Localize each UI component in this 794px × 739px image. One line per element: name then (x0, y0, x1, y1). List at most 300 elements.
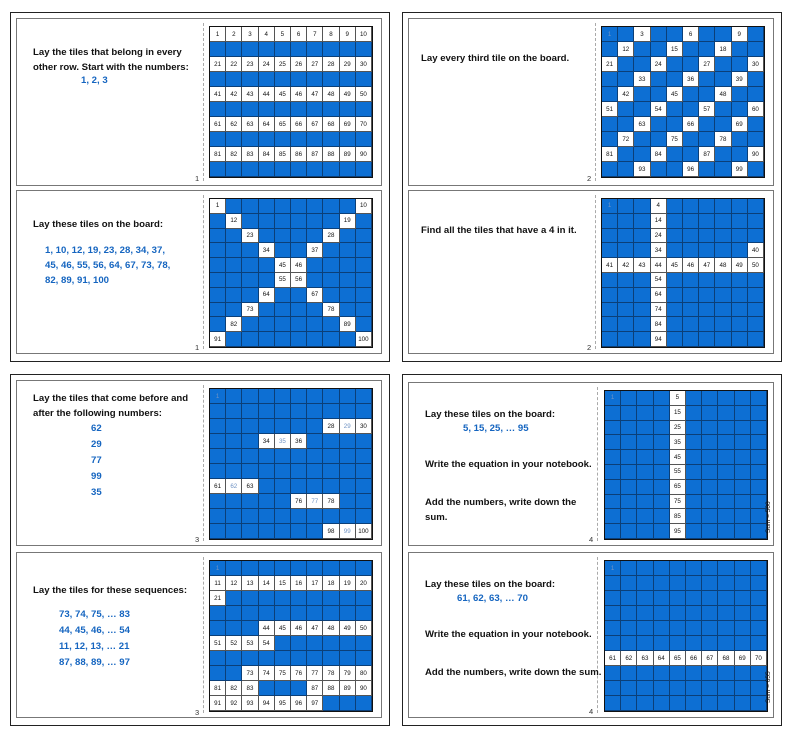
board-cell (751, 465, 767, 480)
board-cell (242, 524, 258, 539)
board-cell (699, 199, 715, 214)
board-cell (667, 102, 683, 117)
board-cell (651, 117, 667, 132)
board-cell (259, 72, 275, 87)
number-tile: 82 (226, 681, 242, 696)
hundred-board (209, 198, 373, 348)
board-cell (259, 591, 275, 606)
board-cell (732, 288, 748, 303)
board-cell (242, 243, 258, 258)
board-cell (651, 72, 667, 87)
number-tile: 15 (667, 42, 683, 57)
number-tile: 66 (686, 651, 702, 666)
board-cell (356, 404, 372, 419)
board-cell (699, 72, 715, 87)
board-cell (751, 591, 767, 606)
board-cell (667, 27, 683, 42)
number-tile: 29 (340, 57, 356, 72)
board-cell (634, 132, 650, 147)
board-cell (621, 450, 637, 465)
board-cell (748, 317, 764, 332)
board-cell (242, 258, 258, 273)
board-cell (275, 561, 291, 576)
board-cell (340, 464, 356, 479)
board-cell (748, 303, 764, 318)
number-tile: 47 (307, 621, 323, 636)
number-tile: 48 (323, 87, 339, 102)
number-tile: 52 (226, 636, 242, 651)
board-cell (340, 229, 356, 244)
number-tile: 51 (210, 636, 226, 651)
number-tile: 86 (291, 147, 307, 162)
board-cell (637, 666, 653, 681)
board-cell (242, 389, 258, 404)
card-instruction-line: Lay the tiles that come before and (33, 393, 189, 404)
board-cell (291, 651, 307, 666)
board-cell (259, 258, 275, 273)
board-cell (307, 72, 323, 87)
number-tile: 54 (651, 273, 667, 288)
board-cell (751, 391, 767, 406)
board-cell (654, 666, 670, 681)
board-cell (340, 494, 356, 509)
board-cell (732, 57, 748, 72)
number-tile: 84 (259, 147, 275, 162)
board-cell (291, 591, 307, 606)
number-tile: 89 (340, 681, 356, 696)
board-cell (621, 561, 637, 576)
board-cell (686, 696, 702, 711)
board-cell (226, 132, 242, 147)
board-cell (735, 666, 751, 681)
board-cell (242, 651, 258, 666)
board-cell (699, 27, 715, 42)
board-cell (275, 636, 291, 651)
number-tile: 1 (210, 199, 226, 214)
board-cell (356, 651, 372, 666)
board-cell (340, 258, 356, 273)
number-tile: 63 (634, 117, 650, 132)
number-tile: 49 (340, 87, 356, 102)
number-tile: 25 (670, 421, 686, 436)
board-cell (634, 229, 650, 244)
board-cell (259, 229, 275, 244)
board-cell (735, 480, 751, 495)
number-tile: 19 (340, 576, 356, 591)
board-cell (702, 465, 718, 480)
board-cell (291, 229, 307, 244)
board-cell (602, 87, 618, 102)
number-tile: 92 (226, 696, 242, 711)
board-cell (323, 464, 339, 479)
board-cell (226, 258, 242, 273)
board-cell (226, 273, 242, 288)
board-cell (618, 147, 634, 162)
board-cell (715, 162, 731, 177)
board-cell (291, 42, 307, 57)
card-sequence: 35 (91, 487, 102, 498)
board-cell (686, 636, 702, 651)
board-cell (715, 273, 731, 288)
board-cell (748, 87, 764, 102)
board-cell (654, 450, 670, 465)
board-cell (718, 406, 734, 421)
board-cell (683, 273, 699, 288)
board-cell (275, 214, 291, 229)
number-tile: 28 (323, 57, 339, 72)
board-cell (602, 273, 618, 288)
number-tile: 83 (242, 681, 258, 696)
board-cell (356, 42, 372, 57)
board-cell (307, 509, 323, 524)
hundred-board (604, 560, 768, 712)
number-tile: 2 (226, 27, 242, 42)
board-cell (210, 214, 226, 229)
board-cell (621, 681, 637, 696)
board-cell (621, 666, 637, 681)
board-cell (291, 561, 307, 576)
card-sequence: 11, 12, 13, … 21 (59, 641, 130, 652)
board-cell (291, 162, 307, 177)
board-cell (718, 450, 734, 465)
board-cell (291, 636, 307, 651)
number-tile: 39 (732, 72, 748, 87)
number-tile: 94 (259, 696, 275, 711)
board-cell (748, 273, 764, 288)
board-cell (686, 666, 702, 681)
board-cell (356, 162, 372, 177)
card-sequence: 99 (91, 471, 102, 482)
board-cell (686, 480, 702, 495)
board-cell (291, 199, 307, 214)
number-tile: 88 (323, 681, 339, 696)
board-cell (210, 419, 226, 434)
board-cell (605, 576, 621, 591)
board-cell (259, 199, 275, 214)
board-cell (621, 621, 637, 636)
board-cell (275, 464, 291, 479)
number-tile: 60 (748, 102, 764, 117)
number-tile: 9 (340, 27, 356, 42)
board-cell (307, 449, 323, 464)
board-cell (732, 102, 748, 117)
board-cell (242, 199, 258, 214)
board-cell (654, 621, 670, 636)
board-cell (699, 162, 715, 177)
board-cell (356, 258, 372, 273)
board-cell (718, 495, 734, 510)
board-cell (637, 621, 653, 636)
board-cell (602, 162, 618, 177)
board-cell (242, 449, 258, 464)
number-tile: 45 (670, 450, 686, 465)
number-tile: 76 (291, 666, 307, 681)
board-cell: 1 (605, 391, 621, 406)
board-cell (751, 406, 767, 421)
number-tile: 93 (242, 696, 258, 711)
board-cell (307, 404, 323, 419)
board-cell (259, 494, 275, 509)
board-cell (275, 132, 291, 147)
board-cell (226, 591, 242, 606)
number-tile: 17 (307, 576, 323, 591)
board-cell (242, 332, 258, 347)
board-cell (242, 102, 258, 117)
board-cell (618, 72, 634, 87)
board-cell (621, 591, 637, 606)
number-tile: 35 (275, 434, 291, 449)
board-cell (323, 102, 339, 117)
number-tile: 50 (356, 621, 372, 636)
board-cell (715, 229, 731, 244)
board-cell (210, 404, 226, 419)
board-cell (275, 389, 291, 404)
board-cell (323, 273, 339, 288)
board-cell (634, 317, 650, 332)
board-cell (634, 147, 650, 162)
number-tile: 7 (307, 27, 323, 42)
board-cell (718, 681, 734, 696)
board-cell (718, 435, 734, 450)
number-tile: 30 (356, 419, 372, 434)
number-tile: 67 (307, 117, 323, 132)
number-tile: 3 (242, 27, 258, 42)
number-tile: 12 (226, 214, 242, 229)
board-cell (621, 636, 637, 651)
number-tile: 34 (259, 243, 275, 258)
board-cell (291, 303, 307, 318)
board-cell (356, 561, 372, 576)
board-cell (605, 636, 621, 651)
board-cell (634, 57, 650, 72)
board-cell (702, 591, 718, 606)
board-cell (634, 273, 650, 288)
board-cell (735, 435, 751, 450)
number-tile: 34 (651, 243, 667, 258)
board-cell: 1 (605, 561, 621, 576)
number-tile: 36 (291, 434, 307, 449)
board-cell (637, 406, 653, 421)
board-cell (732, 199, 748, 214)
board-cell (307, 214, 323, 229)
number-tile: 46 (683, 258, 699, 273)
board-cell (291, 214, 307, 229)
board-cell (356, 288, 372, 303)
board-cell (699, 229, 715, 244)
board-cell (340, 591, 356, 606)
board-cell (699, 317, 715, 332)
sum-label: Sum = 655 (765, 671, 772, 703)
board-cell (634, 214, 650, 229)
board-cell (210, 621, 226, 636)
board-cell (702, 606, 718, 621)
board-cell (683, 288, 699, 303)
board-cell (291, 509, 307, 524)
board-cell (667, 317, 683, 332)
card-instruction-line: Add the numbers, write down the (425, 497, 577, 508)
board-cell (634, 102, 650, 117)
number-tile: 6 (291, 27, 307, 42)
board-cell (748, 214, 764, 229)
board-cell (751, 606, 767, 621)
number-tile: 84 (651, 147, 667, 162)
board-cell (210, 72, 226, 87)
board-cell (356, 132, 372, 147)
board-cell (748, 72, 764, 87)
board-cell (226, 434, 242, 449)
board-cell (226, 332, 242, 347)
board-cell (654, 391, 670, 406)
board-cell (718, 636, 734, 651)
board-cell (735, 621, 751, 636)
board-cell (356, 72, 372, 87)
number-tile: 69 (735, 651, 751, 666)
board-cell (323, 42, 339, 57)
board-cell (683, 102, 699, 117)
board-cell (634, 42, 650, 57)
board-cell (654, 509, 670, 524)
board-cell (226, 243, 242, 258)
board-cell (686, 450, 702, 465)
board-cell (242, 561, 258, 576)
board-cell (715, 243, 731, 258)
board-cell (356, 389, 372, 404)
board-cell (732, 229, 748, 244)
board-cell (715, 117, 731, 132)
board-cell (210, 162, 226, 177)
board-cell (654, 406, 670, 421)
board-cell (637, 421, 653, 436)
board-cell (210, 102, 226, 117)
board-cell (751, 435, 767, 450)
board-cell (210, 42, 226, 57)
board-cell (275, 288, 291, 303)
card-number: 1 (195, 174, 200, 183)
board-cell (323, 591, 339, 606)
number-tile: 44 (259, 621, 275, 636)
board-cell (686, 509, 702, 524)
board-cell (259, 651, 275, 666)
board-cell (651, 42, 667, 57)
board-cell: 1 (210, 389, 226, 404)
number-tile: 47 (699, 258, 715, 273)
board-cell (683, 243, 699, 258)
board-cell (275, 229, 291, 244)
number-tile: 10 (356, 199, 372, 214)
board-cell (667, 117, 683, 132)
board-cell (340, 102, 356, 117)
board-cell (226, 606, 242, 621)
board-cell (210, 288, 226, 303)
board-cell (323, 288, 339, 303)
board-cell (259, 561, 275, 576)
number-tile: 28 (323, 419, 339, 434)
number-tile: 87 (699, 147, 715, 162)
card-instruction-line: Find all the tiles that have a 4 in it. (421, 225, 577, 236)
board-cell (242, 317, 258, 332)
board-cell (259, 681, 275, 696)
card-every-third (408, 18, 774, 186)
board-cell (748, 229, 764, 244)
board-cell (340, 199, 356, 214)
card-instruction-line: sum. (425, 512, 448, 523)
board-cell (605, 480, 621, 495)
board-cell (226, 621, 242, 636)
board-cell (275, 243, 291, 258)
board-cell (340, 651, 356, 666)
number-tile: 69 (340, 117, 356, 132)
board-cell (210, 317, 226, 332)
board-cell (602, 117, 618, 132)
board-cell (602, 288, 618, 303)
board-cell (323, 509, 339, 524)
board-cell (275, 72, 291, 87)
card-instruction-line: Lay these tiles on the board: (425, 579, 556, 590)
board-cell (735, 591, 751, 606)
board-cell (637, 509, 653, 524)
board-cell (323, 243, 339, 258)
number-tile: 81 (210, 681, 226, 696)
number-tile: 91 (210, 332, 226, 347)
board-cell (715, 72, 731, 87)
card-sequence: 29 (91, 439, 102, 450)
board-cell (670, 606, 686, 621)
board-cell (654, 606, 670, 621)
number-tile: 50 (748, 258, 764, 273)
board-cell (275, 606, 291, 621)
board-cell (275, 42, 291, 57)
number-tile: 36 (683, 72, 699, 87)
number-tile: 89 (340, 317, 356, 332)
number-tile: 80 (356, 666, 372, 681)
number-tile: 85 (275, 147, 291, 162)
board-cell (210, 666, 226, 681)
board-cell (307, 273, 323, 288)
card-sequence: 5, 15, 25, … 95 (463, 423, 529, 434)
board-cell (699, 42, 715, 57)
board-cell (356, 102, 372, 117)
board-cell (621, 524, 637, 539)
board-cell (291, 419, 307, 434)
hundred-board (601, 26, 765, 178)
board-cell (323, 434, 339, 449)
number-tile: 75 (670, 495, 686, 510)
number-tile: 12 (618, 42, 634, 57)
board-cell (323, 258, 339, 273)
board-cell (356, 509, 372, 524)
board-cell (226, 651, 242, 666)
board-cell (226, 419, 242, 434)
card-every-other-row (16, 18, 382, 186)
card-sequence: 61, 62, 63, … 70 (457, 593, 528, 604)
board-cell (307, 229, 323, 244)
number-tile: 24 (259, 57, 275, 72)
board-cell (735, 509, 751, 524)
number-tile: 43 (242, 87, 258, 102)
board-cell (686, 421, 702, 436)
board-cell (259, 419, 275, 434)
board-cell (686, 391, 702, 406)
board-cell (605, 666, 621, 681)
number-tile: 45 (275, 621, 291, 636)
board-cell (242, 72, 258, 87)
board-cell (307, 464, 323, 479)
board-cell (226, 666, 242, 681)
number-tile: 43 (634, 258, 650, 273)
board-cell (618, 214, 634, 229)
board-cell (702, 636, 718, 651)
number-tile: 61 (605, 651, 621, 666)
